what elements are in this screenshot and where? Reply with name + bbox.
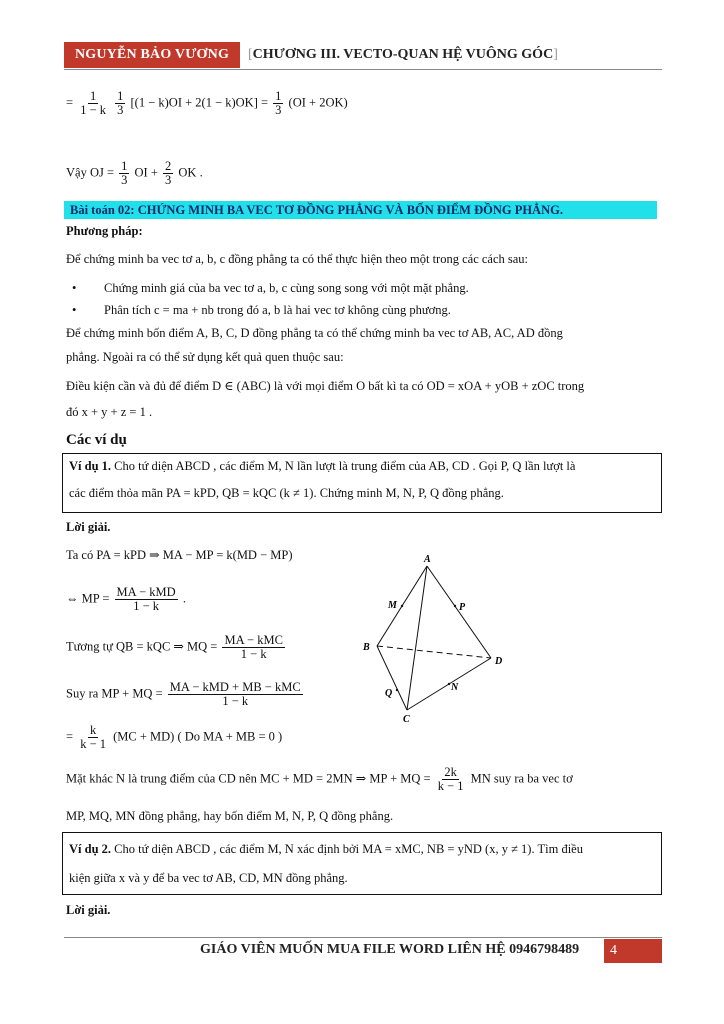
point-q <box>396 689 398 691</box>
example-2-label: Ví dụ 2. <box>69 842 112 856</box>
method-intro: Để chứng minh ba vec tơ a, b, c đồng phẳng ta có thể thực hiện theo một trong các cách sau: <box>66 252 529 266</box>
sol1-l2-pre: ⇔ MP = <box>66 591 110 606</box>
vay-end: OK . <box>178 165 203 180</box>
section-title: Bài toán 02: CHỨNG MINH BA VEC TƠ ĐỒNG PHẲNG VÀ BỐN ĐIỂM ĐỒNG PHẲNG. <box>64 201 657 219</box>
sol1-l3-pre: Tương tự QB = kQC ⇒ MQ = <box>66 639 218 654</box>
solution-2-label: Lời giải. <box>66 903 111 917</box>
edge-bd-hidden <box>377 646 491 658</box>
vay-mid: OI + <box>134 165 158 180</box>
sol1-l4-pre: Suy ra MP + MQ = <box>66 686 163 701</box>
label-b: B <box>363 642 370 653</box>
equation-top <box>66 90 348 117</box>
example-1-line-1 <box>69 459 575 474</box>
example-1-text-1: Cho tứ diện ABCD , các điểm M, N lần lượt là trung điểm của AB, CD . Gọi P, Q lần lượt là <box>114 459 576 473</box>
condition-line-2: đó x + y + z = 1 . <box>66 405 153 419</box>
edge-ac <box>407 566 427 710</box>
footer-divider <box>64 937 662 938</box>
solution-1-line-1: Ta có PA = kPD ⇒ MA − MP = k(MD − MP) <box>66 548 293 562</box>
conclusion-equation <box>66 160 203 187</box>
label-n: N <box>451 682 459 693</box>
four-points-line-2: phẳng. Ngoài ra có thể sử dụng kết quả quen thuộc sau: <box>66 350 344 364</box>
bullet-dot-1: • <box>72 281 77 295</box>
sol1-l5-pre: = <box>66 729 74 744</box>
example-2-line-2: kiện giữa x và y để ba vec tơ AB, CD, MN đồng phẳng. <box>69 871 348 885</box>
label-c: C <box>403 714 410 725</box>
example-2-text-1: Cho tứ diện ABCD , các điểm M, N xác định bởi MA = xMC, NB = yND (x, y ≠ 1). Tìm điều <box>114 842 583 856</box>
bullet-2: Phân tích c = ma + nb trong đó a, b là hai vec tơ không cùng phương. <box>104 303 451 317</box>
example-1-line-2: các điểm thỏa mãn PA = kPD, QB = kQC (k ≠ 1). Chứng minh M, N, P, Q đồng phẳng. <box>69 486 504 500</box>
sol1-l2-end: . <box>182 591 186 606</box>
header-chapter: [ CHƯƠNG III. VECTO-QUAN HỆ VUÔNG GÓC ] <box>248 47 558 62</box>
sol1-l5-frac: $\frac{k}{k - 1}$ <box>80 723 106 752</box>
solution-1-line-4 <box>66 681 305 708</box>
eq-top-mid: [(1 − k)OI + 2(1 − k)OK] = <box>130 95 269 110</box>
eq-top-frac1: $\frac{1}{1 - k}$ <box>80 89 106 118</box>
solution-1-line-2 <box>66 586 186 613</box>
label-d: D <box>495 656 503 667</box>
vay-eq: OJ = <box>89 165 115 180</box>
header-chapter-title: CHƯƠNG III. VECTO-QUAN HỆ VUÔNG GÓC <box>252 47 554 62</box>
label-m: M <box>388 600 397 611</box>
vay-frac1: $\frac{1}{3}$ <box>121 159 128 188</box>
examples-heading: Các ví dụ <box>66 432 127 448</box>
method-label: Phương pháp: <box>66 224 143 238</box>
example-2-line-1 <box>69 842 583 857</box>
point-m <box>401 605 403 607</box>
solution-1-line-7: MP, MQ, MN đồng phẳng, hay bốn điểm M, N, P, Q đồng phẳng. <box>66 809 394 823</box>
point-p <box>454 605 456 607</box>
sol1-l5-end: (MC + MD) ( Do MA + MB = 0 ) <box>113 729 283 744</box>
eq-top-frac2: $\frac{1}{3}$ <box>117 89 124 118</box>
label-q: Q <box>385 688 393 699</box>
header-divider <box>64 69 662 70</box>
eq-top-lhs: = <box>66 95 74 110</box>
example-1-box <box>62 453 662 513</box>
solution-1-line-6 <box>66 766 573 793</box>
example-1-label: Ví dụ 1. <box>69 459 112 473</box>
point-n <box>448 683 450 685</box>
four-points-line-1: Để chứng minh bốn điểm A, B, C, D đồng phẳng ta có thể chứng minh ba vec tơ AB, AC, AD đồng <box>66 326 563 340</box>
example-2-box <box>62 832 662 895</box>
sol1-l4-frac: $\frac{\text{MA − kMD + MB − kMC}}{1 - k}$ <box>169 680 301 709</box>
condition-line-1: Điều kiện cần và đủ để điểm D ∈ (ABC) là với mọi điểm O bất kì ta có OD = xOA + yOB + zOC trong <box>66 379 585 393</box>
sol1-l6-pre: Mặt khác N là trung điểm của CD nên MC + MD = 2MN ⇒ MP + MQ = <box>66 771 431 786</box>
sol1-l6-end: MN suy ra ba vec tơ <box>470 771 573 786</box>
tetrahedron-figure <box>355 550 515 730</box>
label-p: P <box>459 602 466 613</box>
eq-top-end: (OI + 2OK) <box>288 95 348 110</box>
bullet-dot-2: • <box>72 303 77 317</box>
solution-1-label: Lời giải. <box>66 520 111 534</box>
footer-contact: GIÁO VIÊN MUỐN MUA FILE WORD LIÊN HỆ 0946798489 <box>200 942 580 957</box>
vay-prefix: Vậy <box>66 165 87 180</box>
sol1-l6-frac: $\frac{2k}{k - 1}$ <box>437 765 464 794</box>
vay-frac2: $\frac{2}{3}$ <box>165 159 172 188</box>
solution-1-line-5 <box>66 724 282 751</box>
header-author: NGUYỄN BẢO VƯƠNG <box>64 42 240 68</box>
sol1-l2-frac: $\frac{\text{MA − kMD}}{1 - k}$ <box>116 585 176 614</box>
edge-bc <box>377 646 407 710</box>
sol1-l3-frac: $\frac{\text{MA − kMC}}{1 - k}$ <box>224 633 283 662</box>
solution-1-line-3 <box>66 634 287 661</box>
bullet-1: Chứng minh giá của ba vec tơ a, b, c cùng song song với một mặt phẳng. <box>104 281 469 295</box>
page-number: 4 <box>604 939 662 963</box>
label-a: A <box>424 554 431 565</box>
eq-top-frac3: $\frac{1}{3}$ <box>275 89 282 118</box>
